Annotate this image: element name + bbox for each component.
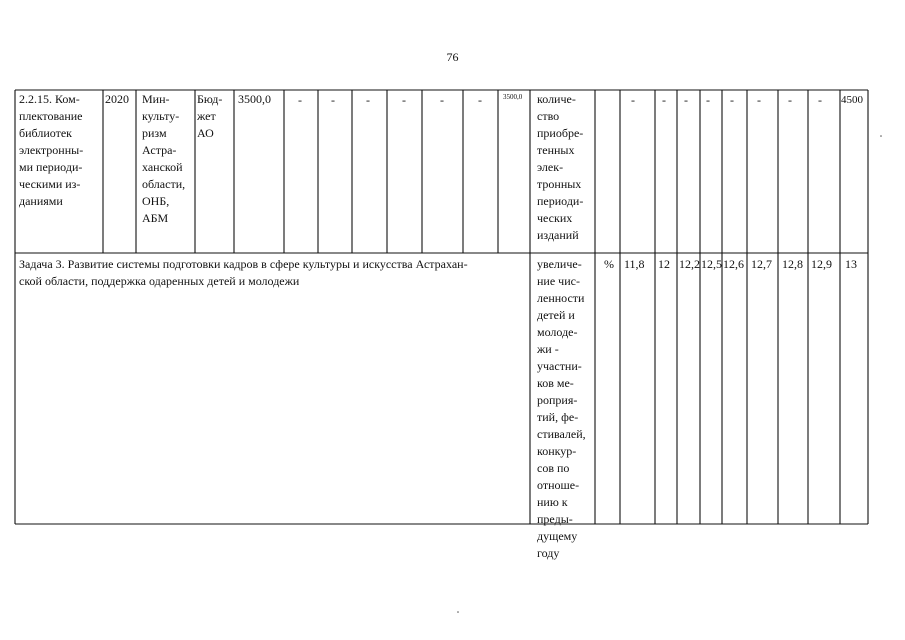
- value-cell: 12,8: [782, 257, 803, 271]
- value-cell: 13: [845, 257, 857, 271]
- task-description: Задача 3. Развитие системы подготовки кадров в сфере культуры и искусства Астрахан- ской области, поддержка одаренных детей и молодежи: [19, 257, 468, 288]
- dash-cell: -: [706, 93, 710, 107]
- dash-cell: -: [662, 93, 666, 107]
- total-amount-cell: 3500,0: [238, 92, 271, 106]
- value-cell: 12,2: [679, 257, 700, 271]
- page-number: 76: [446, 50, 459, 64]
- dash-cell: -: [331, 93, 335, 107]
- dash-cell: -: [684, 93, 688, 107]
- dash-cell: -: [730, 93, 734, 107]
- dash-cell: -: [478, 93, 482, 107]
- funding-source-cell: Бюд- жет АО: [197, 92, 223, 140]
- executor-cell: Мин- культу- ризм Астра- ханской области, ОНБ, АБМ: [142, 92, 186, 225]
- value-cell: 12: [658, 257, 670, 271]
- dash-cell: -: [298, 93, 302, 107]
- measure-name: 2.2.15. Ком- плектование библиотек электронны- ми периоди- ческими из- даниями: [19, 92, 84, 208]
- year-cell: 2020: [105, 92, 129, 106]
- indicator-cell: количе- ство приобре- тенных элек- тронных периоди- ческих изданий: [537, 92, 584, 242]
- value-cell: 11,8: [624, 257, 645, 271]
- dash-cell: -: [788, 93, 792, 107]
- value-cell: 12,7: [751, 257, 772, 271]
- dash-cell: -: [440, 93, 444, 107]
- dash-cell: -: [631, 93, 635, 107]
- value-cell: 12,6: [723, 257, 744, 271]
- value-cell: 12,5: [701, 257, 722, 271]
- dash-cell: -: [757, 93, 761, 107]
- dash-cell: -: [818, 93, 822, 107]
- dash-cell: -: [402, 93, 406, 107]
- indicator-cell: увеличе- ние чис- ленности детей и молоде- жи - участни- ков ме- роприя- тий, фе- стивалей, конкур- сов по отноше- нию к преды- дущему году: [537, 257, 586, 560]
- dash-cell: -: [366, 93, 370, 107]
- value-cell: 12,9: [811, 257, 832, 271]
- small-amount-cell: 3500,0: [503, 93, 523, 101]
- unit-cell: %: [604, 257, 614, 271]
- target-value-cell: 4500: [841, 94, 863, 106]
